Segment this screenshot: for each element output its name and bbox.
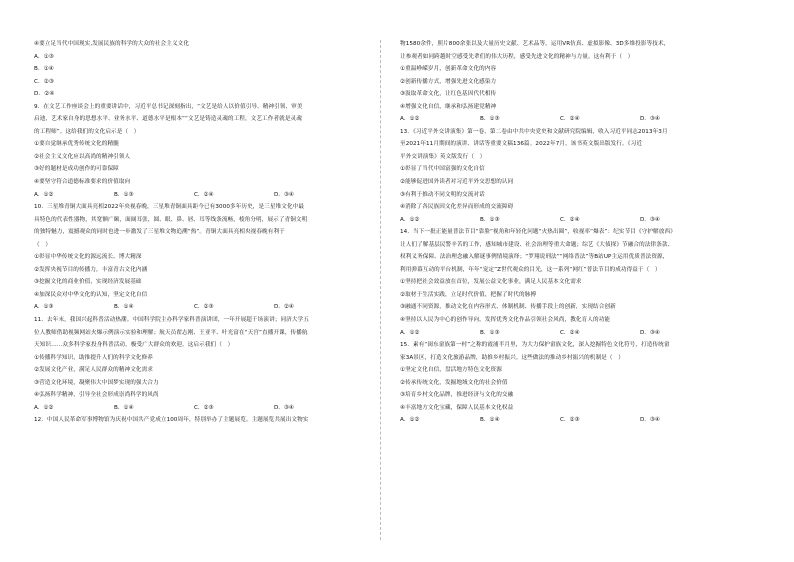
answer-option: C．②④: [194, 191, 214, 198]
text-line: ①彰显了当代中国富强的文化自信: [400, 166, 485, 173]
answer-option: A．①②: [400, 329, 420, 336]
answer-options: [34, 189, 374, 202]
answer-options: [400, 113, 740, 126]
text-line: ④要立足当代中国现实,发展民族的科学的大众的社会主义文化: [34, 41, 190, 47]
answer-option: A．①②: [34, 191, 54, 198]
answer-options: [400, 327, 740, 340]
answer-options: [34, 402, 374, 415]
text-line: 利用弹幕互动的平台机制，年年“宠定”Z世代观众的目光，这一系列“网红”普法节目的成功得益于（ ）: [400, 266, 661, 273]
text-line: ①坚持把社会效益放在首位，发展公益文化事业，满足人民基本文化需求: [400, 279, 582, 286]
text-line: 15．素有“闽东畲族第一村”之称的霞浦半月里，为大力保护畲族文化，深入挖掘特色文化符号，打造传统畲: [400, 342, 670, 349]
text-line: 12．中国人民革命军事博物馆为庆祝中国共产党成立100周年，特别举办了主题展览。主题展览共展出文物实: [34, 417, 309, 424]
answer-option: D．③④: [640, 216, 660, 223]
answer-option: B．①④: [480, 417, 500, 424]
answer-option: D．③④: [640, 329, 660, 336]
text-line: ③培育乡村文化品牌，推进经济与文化的交融: [400, 392, 514, 399]
text-line: ④消除了各民族因文化差异而形成的交流障碍: [400, 204, 514, 211]
answer-option: B．①③: [480, 116, 500, 123]
text-line: 9．在文艺工作座谈会上的重要讲话中，习近平总书记深刻指出，“文艺是给人以价值引导、精神引领、审美: [34, 103, 303, 110]
text-line: ①彰显中华传统文化的源远流长、博大精深: [34, 254, 142, 261]
text-line: 具特色的代表性器物，其宽额广颐，面阔耳张，圆、眼、鼻、唇、耳等线条流畅，棱角分明，展示了青铜文明: [34, 216, 308, 223]
answer-option: D．③④: [274, 191, 294, 198]
right-column: [400, 38, 740, 427]
text-line: 平外交讲演集》英文版发行（ ）: [400, 153, 486, 160]
text-line: 的独特魅力，震撼观众的同时也进一步激发了三星堆文物追溯“热”。青铜大面具亮相央视春晚有利于: [34, 229, 285, 236]
text-line: ①传播科学知识，助推提升人们的科学文化修养: [34, 354, 153, 361]
answer-option: B．①④: [114, 304, 134, 311]
answer-option: B．①③: [114, 191, 134, 198]
text-line: ④坚持以人民为中心的创作导向，发挥优秀文化作品引领社会风尚，教化育人的功能: [400, 317, 611, 324]
text-line: C．②③: [34, 78, 54, 85]
answer-option: A．①③: [34, 304, 54, 311]
text-line: ③好的题材是成功创作的可靠保障: [34, 166, 119, 173]
answer-option: D．③④: [274, 404, 294, 411]
answer-option: C．②④: [560, 329, 580, 336]
answer-option: C．②③: [560, 417, 580, 424]
text-line: 11．去年末，我国兴起科普活动热潮。中国科学院主办科学家科普演讲团，一年开展超千场演讲；同济大学五: [34, 317, 309, 324]
answer-options: [34, 301, 374, 314]
text-line: ②创新传播方式，增强先进文化感染力: [400, 78, 497, 85]
column-divider: [380, 40, 381, 540]
text-line: ④要坚守符合道德标准要求的价值取向: [34, 179, 131, 186]
answer-option: B．①③: [480, 216, 500, 223]
text-line: ③挖掘文化的商业价值，实现经济发展基础: [34, 279, 142, 286]
answer-option: C．②③: [194, 404, 214, 411]
text-line: ②社会主义文化应以高尚的精神引领人: [34, 153, 131, 160]
answer-option: C．②④: [560, 216, 580, 223]
text-line: ③有利于推动不同文明的交流对话: [400, 191, 485, 198]
answer-option: A．①②: [400, 116, 420, 123]
text-line: ②传承传统文化，发掘地域文化的社会价值: [400, 379, 508, 386]
answer-option: D．③④: [640, 417, 660, 424]
text-line: ①重温峥嵘岁月，创新革命文化的内容: [400, 66, 497, 73]
text-line: ④加深民众对中华文化的认知，坚定文化自信: [34, 291, 148, 298]
text-line: ③融通不同资源，推动文化在内容形式、体制机制、传播手段上的创新，实现结合创新: [400, 304, 616, 311]
answer-options: [400, 214, 740, 227]
text-line: 物1580余件，照片800余张以及大量历史文献、艺术品等，运用VR仿真、虚拟影像、3D多维投影等技术，: [400, 41, 670, 47]
text-line: D．②④: [34, 91, 55, 98]
text-line: 让参观者如同跨越时空感受先辈们的伟大历程，感受先进文化的精神与力量。这有利于（ ）: [400, 53, 634, 60]
left-column: [34, 38, 374, 427]
text-line: ④丰富地方文化宝藏，保障人民基本文化权益: [400, 404, 514, 411]
text-line: ④增强文化自信，继承和弘扬建党精神: [400, 103, 497, 110]
text-line: ①坚定文化自信，盘活地方特色文化资源: [400, 367, 502, 374]
answer-option: A．①②: [34, 404, 54, 411]
text-line: 权利义务保障、法治理念融入解谜事例情境演绎；“罗翔说刑法”“网络普法”等B站UP主运用优质普法资源，: [400, 254, 669, 261]
answer-options: [400, 414, 740, 427]
text-line: （ ）: [34, 241, 52, 248]
answer-option: C．②③: [194, 304, 214, 311]
text-line: ②发挥央视节目的传播力，丰富青古文化内涵: [34, 266, 148, 273]
text-line: 启迪，艺术家自身的思想水平、业务水平、道德水平是根本”“文艺是铸造灵魂的工程，文艺工作者就是灵魂: [34, 116, 302, 123]
text-line: A．①③: [34, 53, 54, 60]
text-line: 10．三星堆青铜大面具亮相2022年央视春晚，三星堆青铜面具距今已有3000多年历史，是三星堆文化中最: [34, 204, 305, 211]
text-line: B．①④: [34, 66, 54, 73]
answer-option: D．②④: [274, 304, 294, 311]
text-line: 的工程师”。这给我们的文化启示是（ ）: [34, 128, 140, 135]
text-line: ①要自觉继承优秀传统文化的精髓: [34, 141, 119, 148]
text-line: ③营造文化环境，凝聚伟大中国梦实现的强大合力: [34, 379, 159, 386]
text-line: 位人教师借助视频网站火爆示例演示实验和理解；航天员翟志刚、王亚平、叶光富在“天宫”直播开课，传播航: [34, 329, 308, 336]
text-line: 家3A景区，打造文化旅游品牌，助推乡村振兴。这些做法的推动乡村振兴的机制是（ ）: [400, 354, 624, 361]
answer-option: A．①②: [400, 216, 420, 223]
text-line: 至2021年11月期间的演讲、讲话等重要文稿136篇。2022年7月，该书英文版出版发行。《习近: [400, 141, 643, 148]
text-line: ③汲取革命文化，让红色基因代代相传: [400, 91, 497, 98]
answer-option: B．①③: [480, 329, 500, 336]
text-line: 天知识……众多科学家投身科普活动，极受广大群众的欢迎。这启示我们（ ）: [34, 342, 234, 349]
text-line: 13．《习近平外交讲演集》第一卷、第二卷由中共中央党史和文献研究院编辑，收入习近平同志2013年3月: [400, 128, 668, 135]
text-line: ②发展文化产业，满足人民群众的精神文化需求: [34, 367, 153, 374]
text-line: 让人们了解基层民警辛苦的工作，感知城市建设、社会治理等重大命题；综艺《大侦探》节融合的法律条款、: [400, 241, 674, 248]
text-line: ②能够促进国外读者对习近平外交思想的认同: [400, 179, 514, 186]
text-line: 14．当下一批正能量普法节目“靠脸”视角和年轻化问题“火热出圈”，收视率“爆表”：纪实节目《守护解放西》: [400, 229, 676, 236]
text-line: ②取材于生活实践，立足时代价值，把握了时代的脉搏: [400, 291, 537, 298]
answer-option: C．②④: [560, 116, 580, 123]
text-line: ④弘扬科学精神，引导全社会形成崇尚科学的风尚: [34, 392, 159, 399]
answer-option: B．①④: [114, 404, 134, 411]
answer-option: A．①②: [400, 417, 420, 424]
answer-option: D．③④: [640, 116, 660, 123]
